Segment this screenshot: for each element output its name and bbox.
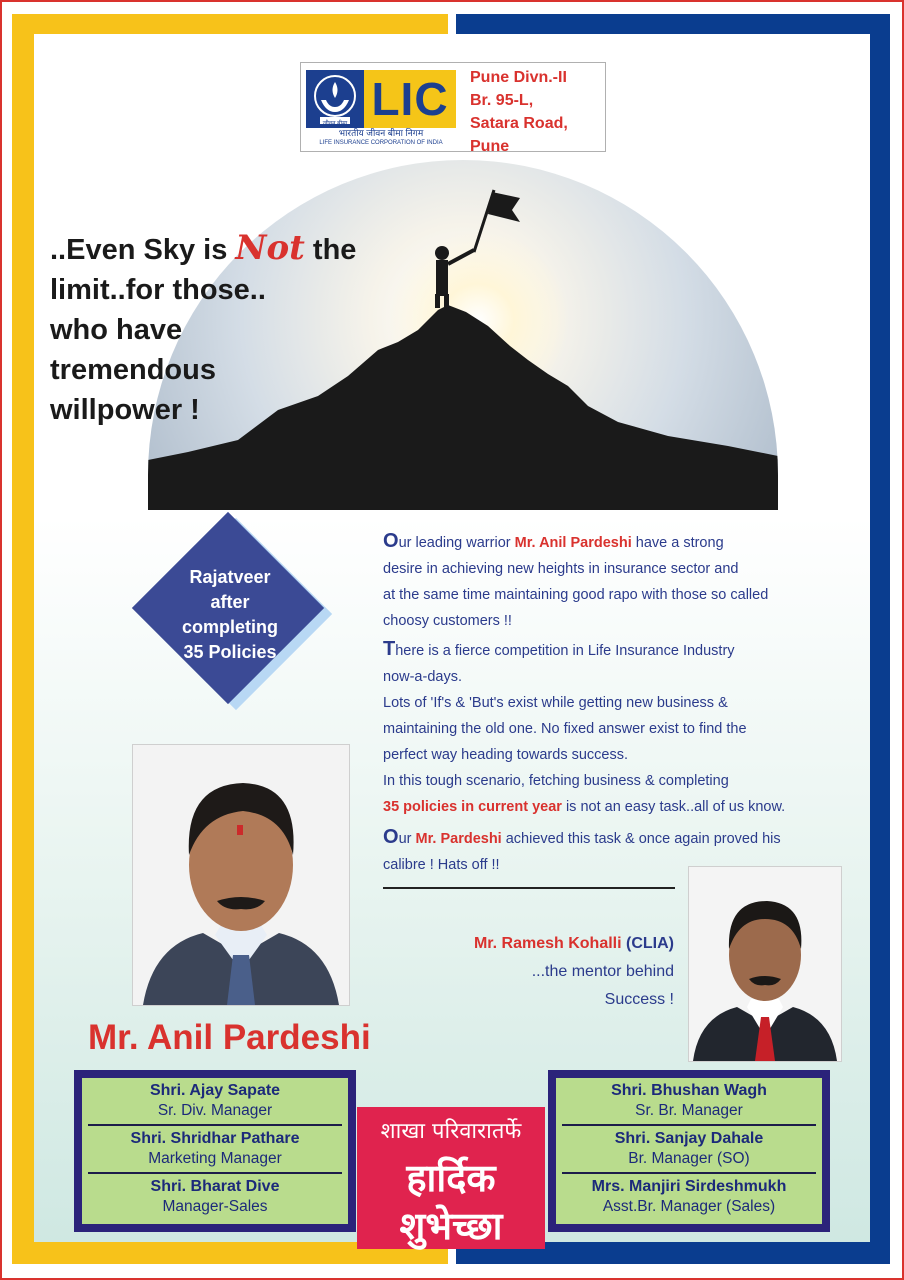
official-name: Shri. Bharat Dive [150,1178,280,1195]
branch-line: Satara Road, [470,115,568,132]
official-role: Manager-Sales [162,1198,268,1215]
para-text: n this tough scenario, fetching business & completing [387,773,729,789]
highlight-name: Mr. Pardeshi [415,831,502,847]
para-line: desire in achieving new heights in insurance sector and [383,561,739,577]
greeting-line-3: शुभेच्छा [399,1204,503,1248]
headline-text: ..Even Sky is [50,234,228,266]
divider-line [383,887,675,889]
para-text: is not an easy task..all of us know. [561,799,786,815]
official-name: Shri. Shridhar Pathare [130,1130,300,1147]
official-role: Asst.Br. Manager (Sales) [602,1198,776,1215]
right-officials-panel [548,1070,830,1232]
branch-line: Br. 95-L, [470,92,534,109]
headline-line-3: who have [50,314,183,346]
official-role: Br. Manager (SO) [628,1150,750,1167]
mentor-name: Mr. Ramesh Kohalli [473,935,622,952]
para-text: I [383,773,388,789]
drop-cap: O [383,826,399,848]
branch-line: Pune [470,138,510,155]
badge-line: after [210,592,250,612]
official-name: Shri. Bhushan Wagh [611,1082,767,1099]
logo-subtitle-english: LIFE INSURANCE CORPORATION OF INDIA [319,140,443,146]
para-line: choosy customers !! [383,613,512,629]
panel-rule [88,1124,342,1126]
badge-line: 35 Policies [183,642,277,662]
badge-line: completing [181,617,278,637]
para-text: ur [398,831,416,847]
panel-rule [88,1172,342,1174]
para-line: maintaining the old one. No fixed answer exist to find the [383,721,747,737]
mentor-line: Success ! [604,991,674,1008]
mentor-title: (CLIA) [626,935,674,952]
left-officials-panel [74,1070,356,1232]
logo-subtitle [306,128,456,148]
headline-line-5: willpower ! [50,394,200,426]
para-text: ur leading warrior [398,535,515,551]
frame-blue-right [870,14,890,1264]
right-panel-inner [556,1078,822,1224]
official-name: Shri. Ajay Sapate [149,1082,281,1099]
para-text: have a strong [631,535,724,551]
headline-text: the [312,234,357,266]
headline [50,228,420,430]
badge-text [150,565,310,665]
paragraph-2 [383,636,863,820]
para-text: achieved this task & once again proved his [501,831,781,847]
headline-not-word: Not [235,228,305,268]
greeting-line-2: हार्दिक [406,1156,496,1200]
mentor-credit [400,930,674,1014]
para-text: here is a fierce competition in Life Insurance Industry [395,643,735,659]
official-role: Sr. Div. Manager [157,1102,273,1119]
para-line: Lots of 'If's & 'But's exist while getting new business & [383,695,728,711]
logo-subtitle-hindi: भारतीय जीवन बीमा निगम [338,128,424,138]
panel-rule [562,1124,816,1126]
left-panel-inner [82,1078,348,1224]
branch-line: Pune Divn.-II [470,69,567,86]
official-name: Shri. Sanjay Dahale [614,1130,764,1147]
headline-line-1 [50,228,420,270]
panel-rule [562,1172,816,1174]
headline-line-2: limit..for those.. [50,274,266,306]
para-line: now-a-days. [383,669,462,685]
mentor-line: ...the mentor behind [531,963,674,980]
lic-wordmark: LIC [364,70,456,128]
para-line: calibre ! Hats off !! [383,857,500,873]
paragraph-1 [383,528,863,634]
drop-cap: O [383,530,399,552]
branch-address [470,66,604,158]
frame-yellow-left [12,14,34,1264]
para-line: at the same time maintaining good rapo with those so called [383,587,769,603]
honoree-name: Mr. Anil Pardeshi [88,1018,371,1057]
mentor-photo [688,866,842,1062]
badge-line: Rajatveer [189,567,271,587]
official-role: Marketing Manager [148,1150,282,1167]
honoree-photo [132,744,350,1006]
emblem-tagline: जीवन बीमा [322,121,348,127]
official-role: Sr. Br. Manager [635,1102,743,1119]
highlight-name: Mr. Anil Pardeshi [514,535,632,551]
greeting-line-1: शाखा परिवारातर्फे [380,1119,522,1144]
highlight-policies: 35 policies in current year [383,799,562,815]
greeting-box [357,1107,545,1249]
official-name: Mrs. Manjiri Sirdeshmukh [591,1178,787,1195]
para-line: perfect way heading towards success. [383,747,629,763]
headline-line-4: tremendous [50,354,216,386]
frame-yellow-top [12,14,448,34]
frame-blue-top [456,14,890,34]
drop-cap: T [383,638,396,660]
